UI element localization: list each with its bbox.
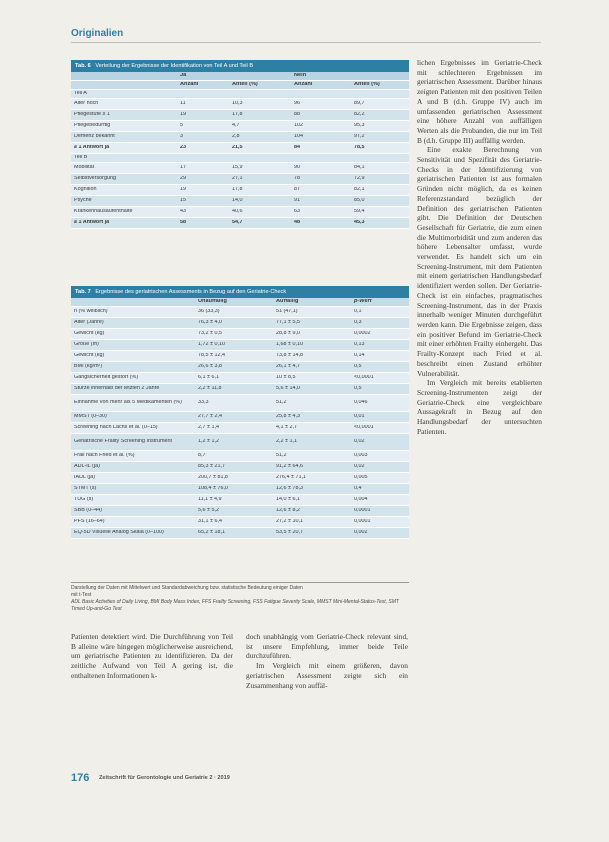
table-cell: 23 [180,145,186,151]
table-cell: 1,2 ± 1,2 [198,439,219,445]
table-cell: Selbstversorgung [74,176,116,182]
table-7-body [71,307,409,539]
table-cell: 97,2 [354,134,365,140]
table-row [71,362,409,373]
table-cell: Frail nach Fried et al. (%) [74,453,135,459]
table-row [71,395,409,412]
table-cell: 27,7 ± 2,4 [198,414,222,420]
table-cell: 0,0002 [354,331,371,337]
table-cell: 17,8 [232,187,243,193]
table-row [71,351,409,362]
table-cell: <0,0001 [354,425,374,431]
table-cell: 51,2 [276,453,287,459]
table-cell: 0,005 [354,475,368,481]
table-6-caption [71,60,409,72]
right-text-column [417,58,542,436]
table-cell: 54,7 [232,220,243,226]
table-cell: 14,0 ± 6,1 [276,497,300,503]
column-header-cell: Anzahl [180,82,199,88]
table-6-body [71,90,409,229]
table-cell: Psyche [74,198,92,204]
table-cell: EQ-5D Visuelle Analog Skala (0–100) [74,530,164,536]
table-cell: ≥ 1 Antwort ja [74,220,110,226]
table-cell: 78,5 ± 12,4 [198,353,225,359]
table-cell: 6,1 ± 6,1 [198,375,219,381]
table-cell: 0,004 [354,497,368,503]
table-cell: 0,5 [354,364,362,370]
table-row [71,154,409,163]
table-cell: Demenz bekannt [74,134,115,140]
table-cell: <0,0001 [354,375,374,381]
table-cell: 76,3 ± 4,0 [198,320,222,326]
group-header-cell: Ja [180,73,187,79]
table-cell: Alter (Jahre) [74,320,104,326]
bottom-left-text-column [71,632,233,681]
table-row [71,340,409,351]
table-cell: ≥ 1 Antwort ja [74,145,110,151]
table-cell: 27,2 ± 10,1 [276,519,303,525]
table-cell: 2,7 ± 1,4 [198,425,219,431]
table-cell: 77,1 ± 5,5 [276,320,300,326]
table-cell: 85,0 [354,198,365,204]
table-cell: 0,02 [354,464,365,470]
column-header-cell: Auffällig [276,299,299,305]
table-cell: 1,68 ± 0,10 [276,342,303,348]
table-cell: 8,7 [198,453,206,459]
table-cell: 11,1 ± 4,9 [198,497,222,503]
table-cell: TUG (s) [74,497,94,503]
table-cell: 59,4 [354,209,365,215]
table-cell: 10 ± 8,5 [276,375,296,381]
table-cell: 10,3 [232,101,243,107]
table-row [71,517,409,528]
table-cell: STMT (s) [74,486,97,492]
column-header-cell: p-Wert [354,299,372,305]
table-cell: 0,14 [354,353,365,359]
table-row [71,412,409,423]
table-6-group-header [71,72,409,81]
table-row [71,132,409,143]
table-cell: 21,5 [232,145,243,151]
table-cell: 2,2 ± 11,8 [198,386,222,392]
table-cell: 84,1 [354,165,365,171]
table-7-label: Tab. 7 [75,289,91,295]
table-row [71,318,409,329]
table-cell: Mobilität [74,165,95,171]
table-cell: 89,7 [354,101,365,107]
table-cell: 15,9 [232,165,243,171]
table-7-abbreviations: ADL Basic Activities of Daily Living, BMI Body Mass Index, FFS Frailty Screening, FSS Fatigue Severity Scale, MMST Mini-Mental-Status-Test, SMT Timed Up-and-Go Test [71,599,399,612]
table-cell: 73,8 ± 14,8 [276,353,303,359]
table-cell: 96 [294,101,300,107]
table-row [71,307,409,318]
table-cell: 5,6 ± 14,0 [276,386,300,392]
journal-name: Zeitschrift für Gerontologie und Geriatrie 2 · 2019 [99,775,230,781]
table-cell: 3 [180,134,183,140]
table-row [71,218,409,229]
table-cell: 0,002 [354,530,368,536]
table-row [71,329,409,340]
table-cell: 25,8 ± 4,3 [276,414,300,420]
table-row [71,121,409,132]
table-cell: 51,2 [276,400,287,406]
table-cell: 276,4 ± 71,1 [276,475,306,481]
column-header-cell: Anteil (%) [354,82,380,88]
column-header-cell: Anzahl [294,82,313,88]
table-7-notes [71,582,409,613]
table-cell: Gewicht (kg) [74,331,105,337]
table-cell: 36 (33,3) [198,309,220,315]
table-cell: 40,6 [232,209,243,215]
right-paragraph-1: lichen Ergebnisses im Geriatrie-Check mit schlechteren Ergebnissen im geriatrischen Assessment. Darüber hinaus zeigten Patienten mit den positiven Teilen A und B (d.h. Gruppe IV) auch im umfassenden geriatrischen Assessment eine höhere Anzahl von auffälligen Werten als die Probanden, die nur im Teil B (d.h. Gruppe III) auffällig werden. [417,58,542,145]
table-cell: 26,6 ± 3,8 [198,364,222,370]
table-cell: 82,2 [354,112,365,118]
table-cell: Kognition [74,187,97,193]
table-cell: 17 [180,165,186,171]
table-cell: 5,6 ± 5,2 [198,508,219,514]
table-row [71,434,409,451]
section-label: Originalien [71,28,124,39]
table-cell: 19 [180,112,186,118]
table-cell: 85,3 ± 21,7 [198,464,225,470]
table-7 [71,286,409,539]
table-cell: 0,02 [354,439,365,445]
table-cell: 95,3 [354,123,365,129]
table-cell: 63 [294,209,300,215]
table-7-caption [71,286,409,298]
table-row [71,528,409,539]
table-cell: Alter hoch [74,101,99,107]
table-cell: Gangsicherheit gestört (%) [74,375,139,381]
table-cell: 91,2 ± 64,6 [276,464,303,470]
table-row [71,473,409,484]
table-cell: 29 [180,176,186,182]
table-cell: PFS (16–64) [74,519,105,525]
table-row [71,506,409,517]
table-cell: 15 [180,198,186,204]
table-cell: Geriatrische Frailty Screening Instrument [74,439,172,445]
table-cell: BMI (kg/m²) [74,364,103,370]
table-cell: 2,8 [232,134,240,140]
table-row [71,384,409,395]
table-cell: 0,5 [354,386,362,392]
right-paragraph-3: Im Vergleich mit bereits etablierten Screening-Instrumenten zeigt der Geriatrie-Check eine vergleichbare Aussagekraft in Bezug auf den Handlungsbedarf der untersuchten Patienten. [417,378,542,436]
header-rule [71,42,541,43]
table-cell: MMST (0–30) [74,414,107,420]
table-cell: 4,7 [232,123,240,129]
page-number: 176 [71,772,90,784]
table-cell: 90 [294,165,300,171]
table-row [71,423,409,434]
table-6-label: Tab. 6 [75,63,91,69]
table-cell: 45,3 [354,220,365,226]
right-paragraph-2: Eine exakte Berechnung von Sensitivität und Spezifität des Geriatrie-Checks in der Identifizierung von geriatrischen Patienten ist aus formalen Gründen nicht möglich, da es keinen Referenzstandard bezüglich der Definition des geriatrischen Patienten gibt. Die Definition der Deutschen Gesellschaft für Geriatrie, die zum einen die Multimorbidität und zum anderen das höhere Lebensalter umfasst, wurde verwendet. Es handelt sich um ein Screening-Instrument, mit dem Patienten mit einem geriatrischen Handlungsbedarf identifiziert werden sollen. Der Geriatrie-Check ist ein einfaches, pragmatisches Screening-Instrument, das in der Praxis innerhalb weniger Minuten durchgeführt werden kann. Die Ergebnisse zeigen, dass ein positiver Befund im Geriatrie-Check mit einer erhöhten Frailty einhergeht. Das Frailty-Konzept nach Fried et al. beschreibt einen Zustand erhöhter Vulnerabilität. [417,145,542,378]
table-cell: 4,1 ± 2,7 [276,425,297,431]
table-cell: Teil B [74,155,88,161]
table-cell: 51 (47,1) [276,309,298,315]
table-cell: 27,1 [232,176,243,182]
table-cell: 0,13 [354,342,365,348]
table-cell: 2,2 ± 1,1 [276,439,297,445]
table-row [71,99,409,110]
table-cell: 72,9 [354,176,365,182]
table-6-column-header [71,81,409,90]
table-cell: 17,8 [232,112,243,118]
table-row [71,110,409,121]
table-cell: 0,0001 [354,508,371,514]
bottom-middle-text-column [246,632,408,690]
table-cell: 48 [294,220,300,226]
table-cell: 65,2 ± 18,1 [198,530,225,536]
table-cell: 0,3 [354,320,362,326]
table-cell: n (% weiblich) [74,309,108,315]
table-cell: 58 [180,220,186,226]
table-6 [71,60,409,229]
table-cell: Einnahme von mehr als 5 Medikamenten (%) [74,400,182,406]
table-cell: 12,6 ± 78,3 [276,486,303,492]
table-row [71,163,409,174]
table-cell: Pflegebedürftig [74,123,111,129]
column-header-cell: Anteil (%) [232,82,258,88]
table-cell: IADL (ja) [74,475,96,481]
table-7-caption-text: Ergebnisse des geriatrischen Assessments in Bezug auf den Geriatrie-Check [95,289,287,295]
column-header-cell: Unauffällig [198,299,227,305]
table-cell: 73,2 ± 0,5 [198,331,222,337]
table-cell: Krankenhausaufenthalte [74,209,133,215]
table-cell: 108,4 ± 76,0 [198,486,228,492]
table-cell: 0,1 [354,309,362,315]
table-cell: Stürze innerhalb der letzten 2 Jahre [74,386,160,392]
bottom-middle-paragraph-2: Im Vergleich mit einem größeren, davon geriatrischen Assessment zeigte sich ein Zusammenhang von auffäl- [246,661,408,690]
table-cell: 78,5 [354,145,365,151]
table-cell: Gewicht (kg) [74,353,105,359]
table-cell: Größe (m) [74,342,99,348]
table-row [71,451,409,462]
table-cell: 53,5 ± 20,7 [276,530,303,536]
table-cell: 104 [294,134,303,140]
table-cell: 19 [180,187,186,193]
table-cell: 5 [180,123,183,129]
table-cell: 102 [294,123,303,129]
table-row [71,495,409,506]
table-row [71,196,409,207]
table-cell: 14,0 [232,198,243,204]
bottom-middle-paragraph-1: doch unabhängig vom Geriatrie-Check relevant sind, ist unsere Empfehlung, immer beide Teile durchzuführen. [246,632,408,661]
table-7-note-2: mit t-Test [71,592,92,598]
table-cell: 88 [294,112,300,118]
table-6-caption-text: Verteilung der Ergebnisse der Identifikation von Teil A und Teil B [95,63,254,69]
table-cell: SBB (0–44) [74,508,102,514]
table-cell: 91 [294,198,300,204]
table-cell: 78 [294,176,300,182]
table-cell: 82,1 [354,187,365,193]
table-row [71,185,409,196]
table-cell: 1,72 ± 0,10 [198,342,225,348]
bottom-left-paragraph: Patienten detektiert wird. Die Durchführung von Teil B alleine wäre hingegen möglicherweise ausreichend, um geriatrische Patienten zu identifizieren. Da der zeitliche Aufwand von Teil A gering ist, die enthaltenen Informationen k- [71,632,233,680]
table-cell: 87 [294,187,300,193]
table-cell: 11 [180,101,186,107]
table-row [71,143,409,154]
group-header-cell: Nein [294,73,307,79]
table-row [71,462,409,473]
table-cell: Teil A [74,91,87,97]
table-cell: 31,1 ± 6,4 [198,519,222,525]
table-7-note-1: Darstellung der Daten mit Mittelwert und Standardabweichung bzw. statistische Bedeutung einiger Daten [71,585,303,591]
table-cell: 0,01 [354,414,365,420]
table-cell: Pflegestufe ≥ 1 [74,112,110,118]
table-row [71,484,409,495]
table-row [71,174,409,185]
table-cell: 84 [294,145,300,151]
table-cell: 0,046 [354,400,368,406]
table-row [71,373,409,384]
table-cell: 200,7 ± 81,8 [198,475,228,481]
table-cell: 33,3 [198,400,209,406]
table-cell: 0,003 [354,453,368,459]
table-cell: ADL-IL (ja) [74,464,100,470]
table-cell: 43 [180,209,186,215]
table-7-column-header [71,298,409,307]
table-cell: 26,1 ± 4,7 [276,364,300,370]
table-row [71,207,409,218]
table-cell: 28,8 ± 9,0 [276,331,300,337]
table-row [71,90,409,99]
table-cell: 12,6 ± 8,2 [276,508,300,514]
table-cell: Screening nach Lachs et al. (0–15) [74,425,158,431]
table-cell: 0,0001 [354,519,371,525]
table-cell: 0,4 [354,486,362,492]
